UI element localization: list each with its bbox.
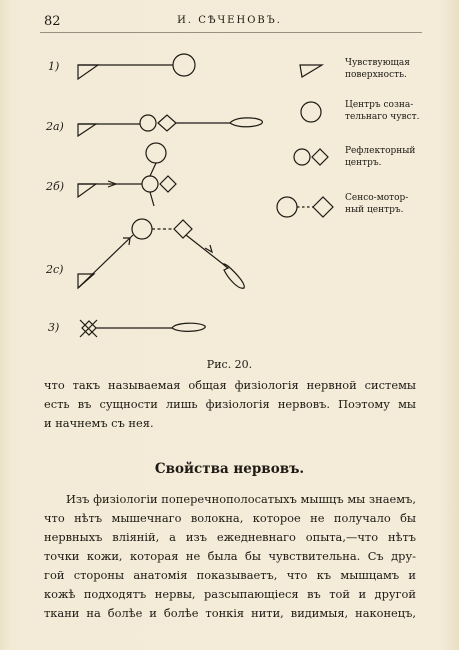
diagram-label-1: 1)	[48, 60, 60, 73]
page-number: 82	[44, 14, 61, 29]
muscle-spindle	[230, 118, 262, 127]
text-line: есть въ сущности лишь физіологія нервовъ. Поэтому мы	[44, 397, 416, 411]
diagram-label-2c: 2c)	[46, 263, 64, 276]
conscious-center-circle	[132, 219, 152, 239]
sensory-surface-triangle	[78, 184, 96, 197]
legend-circle-icon	[294, 149, 310, 165]
diagram-label-2b: 2б)	[46, 180, 65, 193]
motor-center-diamond	[174, 220, 192, 238]
legend-label-4-line2: ный центръ.	[345, 205, 404, 215]
conscious-center-circle	[173, 54, 195, 76]
legend-diamond-icon	[312, 149, 328, 165]
muscle-spindle	[224, 264, 245, 288]
legend-circle-icon	[277, 197, 297, 217]
sensory-surface-triangle	[78, 124, 96, 136]
text-line: что нѣтъ мышечнаго волокна, которое не получало бы	[44, 511, 416, 525]
paragraph-1	[44, 376, 416, 433]
figure-caption: Рис. 20.	[206, 358, 253, 371]
legend-circle-icon	[301, 102, 321, 122]
legend-label-3-line2: центръ.	[345, 158, 382, 168]
legend-label-1-line2: поверхность.	[345, 70, 407, 80]
legend-label-3-line1: Рефлекторный	[345, 146, 416, 156]
diagram-label-2a: 2a)	[46, 120, 64, 133]
legend-label-1-line1: Чувствующая	[345, 58, 410, 68]
running-title: И. СѢЧЕНОВЪ.	[177, 15, 282, 26]
text-line: кожѣ подходятъ нервы, разсыпающіеся въ той и другой	[44, 587, 416, 601]
muscle-spindle	[172, 323, 205, 331]
text-line: ткани на болѣе и болѣе тонкія нити, видимыя, наконецъ,	[44, 606, 416, 620]
reflex-center-diamond	[158, 115, 176, 131]
legend-diamond-icon	[313, 197, 333, 217]
legend-label-2-line2: тельнаго чувст.	[345, 112, 420, 122]
sensory-surface-triangle	[78, 65, 98, 79]
text-line: точки кожи, которая не была бы чувствительна. Съ дру-	[44, 549, 416, 563]
diagram-1	[78, 54, 195, 79]
figure-legend	[277, 58, 420, 217]
reflex-center-diamond	[160, 176, 176, 192]
text-line: и начнемъ съ нея.	[44, 416, 154, 430]
section-heading: Свойства нервовъ.	[154, 461, 305, 477]
legend-label-4-line1: Сенсо-мотор-	[345, 193, 409, 203]
legend-label-2-line1: Центръ созна-	[345, 100, 414, 110]
text-line: нервныхъ вліяній, а изъ ежедневнаго опыта,—что нѣтъ	[44, 530, 416, 544]
text-line: что такъ называемая общая физіологія нервной системы	[44, 378, 416, 392]
legend-triangle-icon	[300, 65, 322, 77]
diagram-3	[80, 320, 205, 337]
diagram-2c	[78, 219, 244, 288]
diagram-2b	[78, 143, 176, 206]
reflex-center-circle	[142, 176, 158, 192]
text-line: гой стороны анатомія показываетъ, что къ мышцамъ и	[44, 568, 416, 582]
conscious-center-circle	[146, 143, 166, 163]
reflex-center-circle	[140, 115, 156, 131]
paragraph-2	[44, 490, 416, 623]
diagram-2a	[78, 115, 262, 136]
diagram-label-3: 3)	[48, 321, 60, 334]
text-line: Изъ физіологіи поперечнополосатыхъ мышцъ мы знаемъ,	[66, 492, 416, 506]
